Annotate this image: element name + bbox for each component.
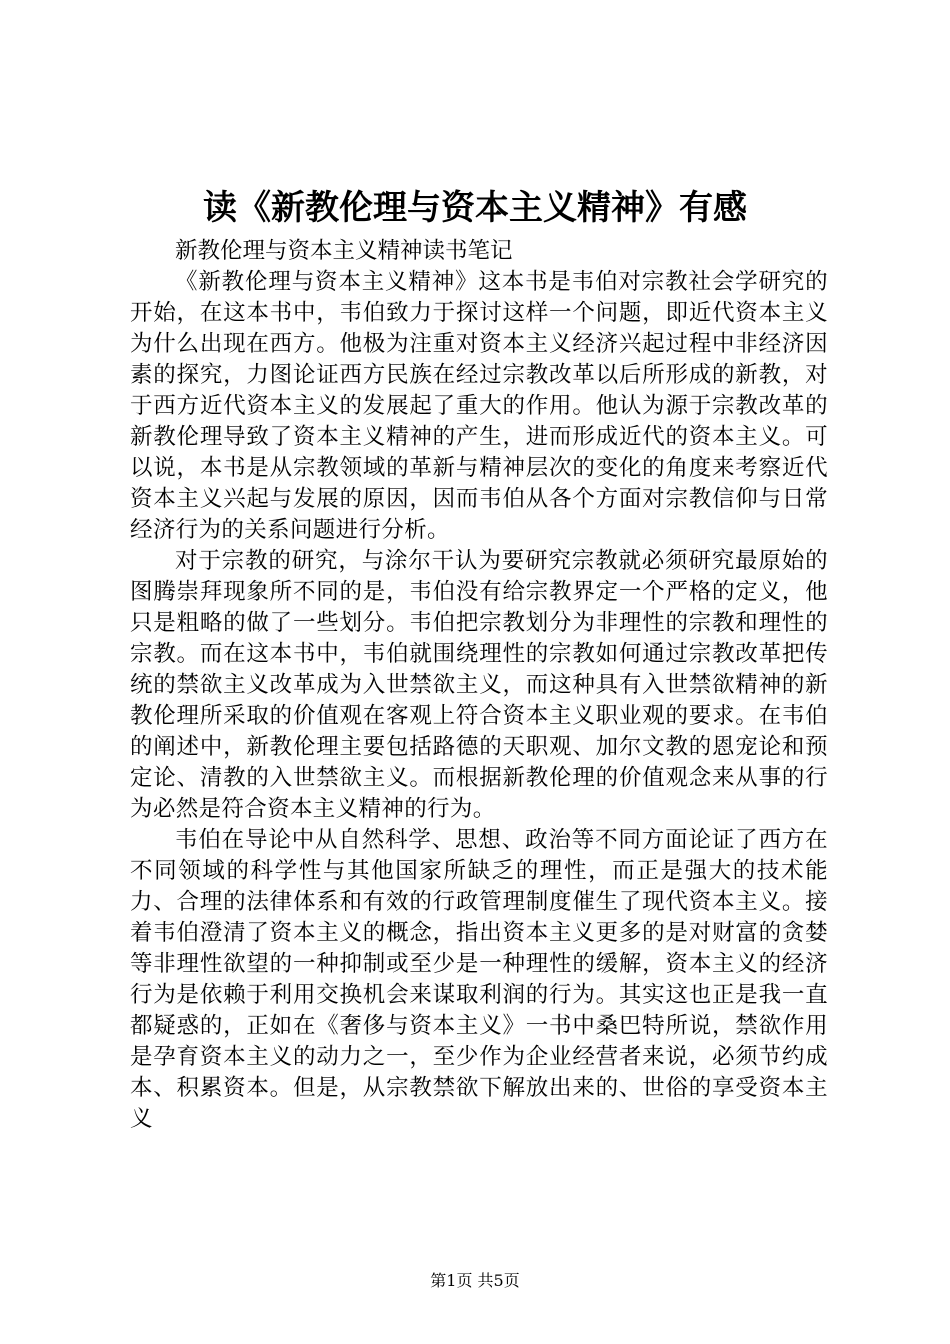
paragraph-1: 《新教伦理与资本主义精神》这本书是韦伯对宗教社会学研究的开始，在这本书中，韦伯致力于探讨这样一个问题，即近代资本主义为什么出现在西方。他极为注重对资本主义经济兴起过程中非经济因素的探究，力图论证西方民族在经过宗教改革以后所形成的新教，对于西方近代资本主义的发展起了重大的作用。他认为源于宗教改革的新教伦理导致了资本主义精神的产生，进而形成近代的资本主义。可以说，本书是从宗教领域的革新与精神层次的变化的角度来考察近代资本主义兴起与发展的原因，因而韦伯从各个方面对宗教信仰与日常经济行为的关系问题进行分析。	[130, 269, 828, 543]
paragraph-3: 韦伯在导论中从自然科学、思想、政治等不同方面论证了西方在不同领域的科学性与其他国家所缺乏的理性，而正是强大的技术能力、合理的法律体系和有效的行政管理制度催生了现代资本主义。接着韦伯澄清了资本主义的概念，指出资本主义更多的是对财富的贪婪等非理性欲望的一种抑制或至少是一种理性的缓解，资本主义的经济行为是依赖于利用交换机会来谋取利润的行为。其实这也正是我一直都疑惑的，正如在《奢侈与资本主义》一书中桑巴特所说，禁欲作用是孕育资本主义的动力之一，至少作为企业经营者来说，必须节约成本、积累资本。但是，从宗教禁欲下解放出来的、世俗的享受资本主义	[130, 827, 828, 1132]
document-body	[130, 236, 828, 1135]
document-subtitle: 新教伦理与资本主义精神读书笔记	[175, 238, 513, 264]
page-number: 第1页 共5页	[430, 1271, 520, 1290]
paragraph-2: 对于宗教的研究，与涂尔干认为要研究宗教就必须研究最原始的图腾崇拜现象所不同的是，韦伯没有给宗教界定一个严格的定义，他只是粗略的做了一些划分。韦伯把宗教划分为非理性的宗教和理性的宗教。而在这本书中，韦伯就围绕理性的宗教如何通过宗教改革把传统的禁欲主义改革成为入世禁欲主义，而这种具有入世禁欲精神的新教伦理所采取的价值观在客观上符合资本主义职业观的要求。在韦伯的阐述中，新教伦理主要包括路德的天职观、加尔文教的恩宠论和预定论、清教的入世禁欲主义。而根据新教伦理的价值观念来从事的行为必然是符合资本主义精神的行为。	[130, 548, 828, 822]
document-title: 读《新教伦理与资本主义精神》有感	[203, 188, 747, 228]
